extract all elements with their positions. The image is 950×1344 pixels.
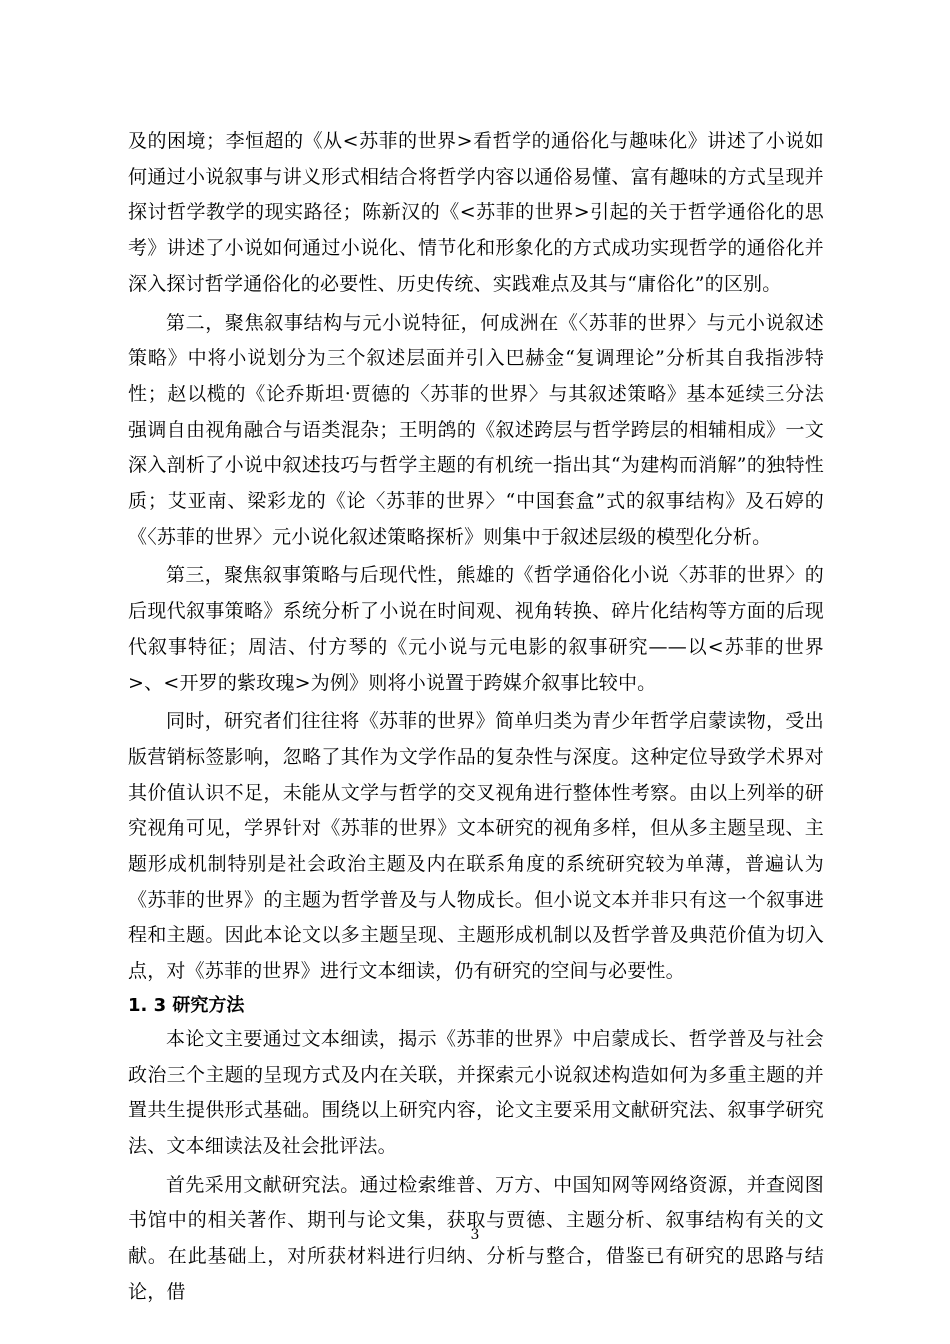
section-heading-research-methods: 1. 3 研究方法 [128,994,245,1016]
paragraph-methods-overview: 本论文主要通过文本细读，揭示《苏菲的世界》中启蒙成长、哲学普及与社会政治三个主题的呈现方式及内在关联，并探索元小说叙述构造如何为多重主题的并置共生提供形式基础。围绕以上研究内容，论文主要采用文献研究法、叙事学研究法、文本细读法及社会批评法。 [128,1027,824,1157]
paragraph-third-focus: 第三，聚焦叙事策略与后现代性，熊雄的《哲学通俗化小说〈苏菲的世界〉的后现代叙事策略》系统分析了小说在时间观、视角转换、碎片化结构等方面的后现代叙事特征；周洁、付方琴的《元小说与元电影的叙事研究——以<苏菲的世界>、<开罗的紫玫瑰>为例》则将小说置于跨媒介叙事比较中。 [128,564,824,694]
paragraph-research-gap: 同时，研究者们往往将《苏菲的世界》简单归类为青少年哲学启蒙读物，受出版营销标签影响，忽略了其作为文学作品的复杂性与深度。这种定位导致学术界对其价值认识不足，未能从文学与哲学的交叉视角进行整体性考察。由以上列举的研究视角可见，学界针对《苏菲的世界》文本研究的视角多样，但从多主题呈现、主题形成机制特别是社会政治主题及内在联系角度的系统研究较为单薄，普遍认为《苏菲的世界》的主题为哲学普及与人物成长。但小说文本并非只有这一个叙事进程和主题。因此本论文以多主题呈现、主题形成机制以及哲学普及典范价值为切入点，对《苏菲的世界》进行文本细读，仍有研究的空间与必要性。 [128,710,824,983]
paragraph-literature-review-continued: 及的困境；李恒超的《从<苏菲的世界>看哲学的通俗化与趣味化》讲述了小说如何通过小说叙事与讲义形式相结合将哲学内容以通俗易懂、富有趣味的方式呈现并探讨哲学教学的现实路径；陈新汉的《<苏菲的世界>引起的关于哲学通俗化的思考》讲述了小说如何通过小说化、情节化和形象化的方式成功实现哲学的通俗化并深入探讨哲学通俗化的必要性、历史传统、实践难点及其与“庸俗化”的区别。 [128,130,824,295]
paragraph-literature-method: 首先采用文献研究法。通过检索维普、万方、中国知网等网络资源，并查阅图书馆中的相关著作、期刊与论文集，获取与贾德、主题分析、叙事结构有关的文献。在此基础上，对所获材料进行归纳、分析与整合，借鉴已有研究的思路与结论，借 [128,1173,824,1303]
page-body [128,124,824,1311]
page-number: 3 [470,1227,480,1243]
paragraph-second-focus: 第二，聚焦叙事结构与元小说特征，何成洲在《〈苏菲的世界〉与元小说叙述策略》中将小说划分为三个叙述层面并引入巴赫金“复调理论”分析其自我指涉特性；赵以榄的《论乔斯坦·贾德的〈苏菲的世界〉与其叙述策略》基本延续三分法强调自由视角融合与语类混杂；王明鸽的《叙述跨层与哲学跨层的相辅相成》一文深入剖析了小说中叙述技巧与哲学主题的有机统一指出其“为建构而消解”的独特性质；艾亚南、梁彩龙的《论〈苏菲的世界〉“中国套盒”式的叙事结构》及石婷的《〈苏菲的世界〉元小说化叙述策略探析》则集中于叙述层级的模型化分析。 [128,311,824,548]
